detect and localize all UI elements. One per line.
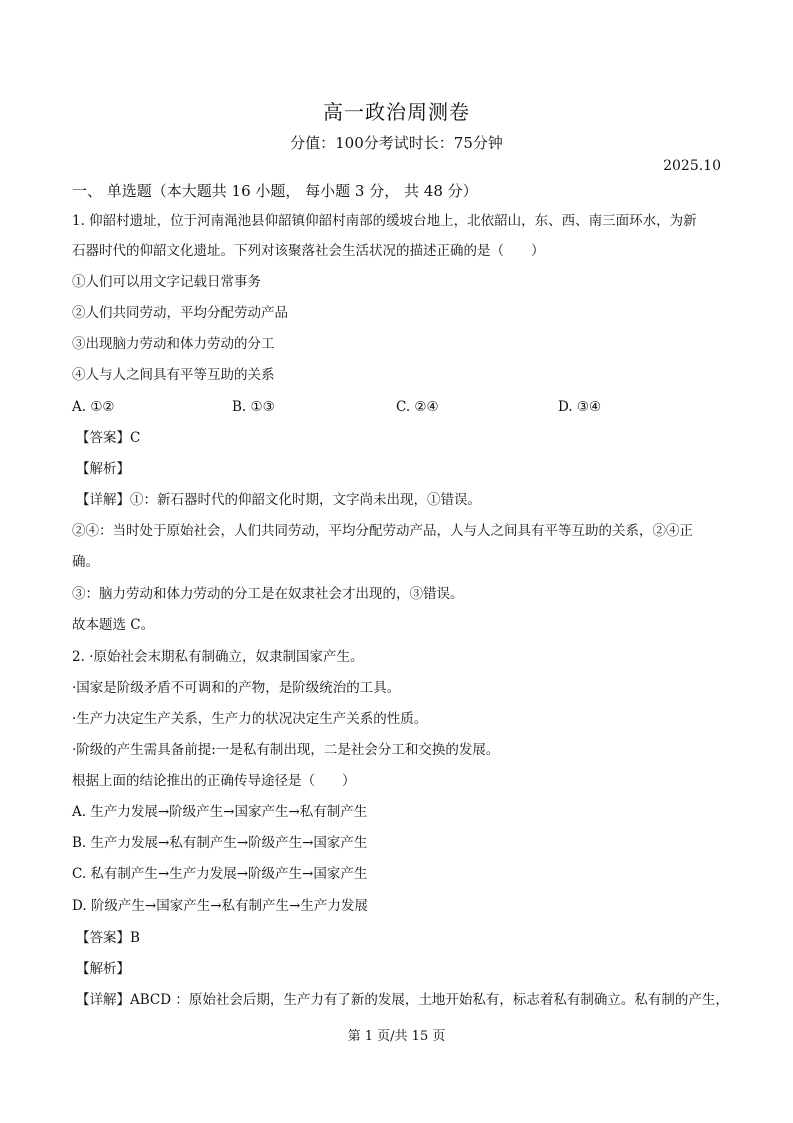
q1-conclusion: 故本题选 C。 (72, 617, 155, 633)
q2-stem-line: ·生产力决定生产关系，生产力的状况决定生产关系的性质。 (72, 711, 428, 727)
q2-option-b: B. 生产力发展→私有制产生→阶级产生→国家产生 (72, 835, 368, 851)
q1-stem-line: 石器时代的仰韶文化遗址。下列对该聚落社会生活状况的描述正确的是（ ） (72, 243, 545, 259)
q1-option-a: A. ①② (72, 399, 115, 415)
q2-stem-line: 根据上面的结论推出的正确传导途径是（ ） (72, 773, 356, 789)
q1-item: ②人们共同劳动，平均分配劳动产品 (72, 305, 288, 321)
q1-answer: 【答案】C (76, 430, 141, 446)
page-title: 高一政治周测卷 (323, 100, 470, 124)
q1-analysis-label: 【解析】 (76, 461, 130, 477)
exam-subtitle: 分值：100分考试时长：75分钟 (290, 134, 503, 152)
q1-detail-line: ②④：当时处于原始社会，人们共同劳动，平均分配劳动产品，人与人之间具有平等互助的关系，②④正 (72, 523, 693, 539)
q1-detail-line: 确。 (72, 554, 99, 570)
q1-detail-line: 【详解】①：新石器时代的仰韶文化时期，文字尚未出现，①错误。 (76, 492, 481, 508)
q2-option-a: A. 生产力发展→阶级产生→国家产生→私有制产生 (72, 804, 368, 820)
section-heading: 一、 单选题（本大题共 16 小题， 每小题 3 分， 共 48 分） (72, 182, 478, 200)
q2-stem-line: ·阶级的产生需具备前提:一是私有制出现，二是社会分工和交换的发展。 (72, 742, 500, 758)
q1-item: ③出现脑力劳动和体力劳动的分工 (72, 336, 275, 352)
q1-option-b: B. ①③ (232, 399, 275, 415)
q1-stem-line: 1. 仰韶村遗址，位于河南渑池县仰韶镇仰韶村南部的缓坡台地上，北依韶山，东、西、南三面环水，为新 (72, 213, 697, 229)
q2-stem-line: ·国家是阶级矛盾不可调和的产物，是阶级统治的工具。 (72, 680, 401, 696)
q2-answer: 【答案】B (76, 930, 140, 946)
q2-stem-line: 2. ·原始社会末期私有制确立，奴隶制国家产生。 (72, 649, 364, 665)
q2-option-d: D. 阶级产生→国家产生→私有制产生→生产力发展 (72, 898, 368, 914)
q1-item: ④人与人之间具有平等互助的关系 (72, 367, 275, 383)
q2-analysis-label: 【解析】 (76, 961, 130, 977)
q2-detail-line: 【详解】ABCD ：原始社会后期，生产力有了新的发展，土地开始私有，标志着私有制确立。私有制的产生， (76, 992, 729, 1008)
q2-option-c: C. 私有制产生→生产力发展→阶级产生→国家产生 (72, 866, 368, 882)
page-footer: 第 1 页/共 15 页 (347, 1029, 446, 1044)
q1-option-c: C. ②④ (396, 399, 439, 415)
q1-detail-line: ③：脑力劳动和体力劳动的分工是在奴隶社会才出现的，③错误。 (72, 586, 464, 602)
q1-option-d: D. ③④ (558, 399, 602, 415)
q1-item: ①人们可以用文字记载日常事务 (72, 274, 261, 290)
exam-date: 2025.10 (663, 158, 721, 174)
